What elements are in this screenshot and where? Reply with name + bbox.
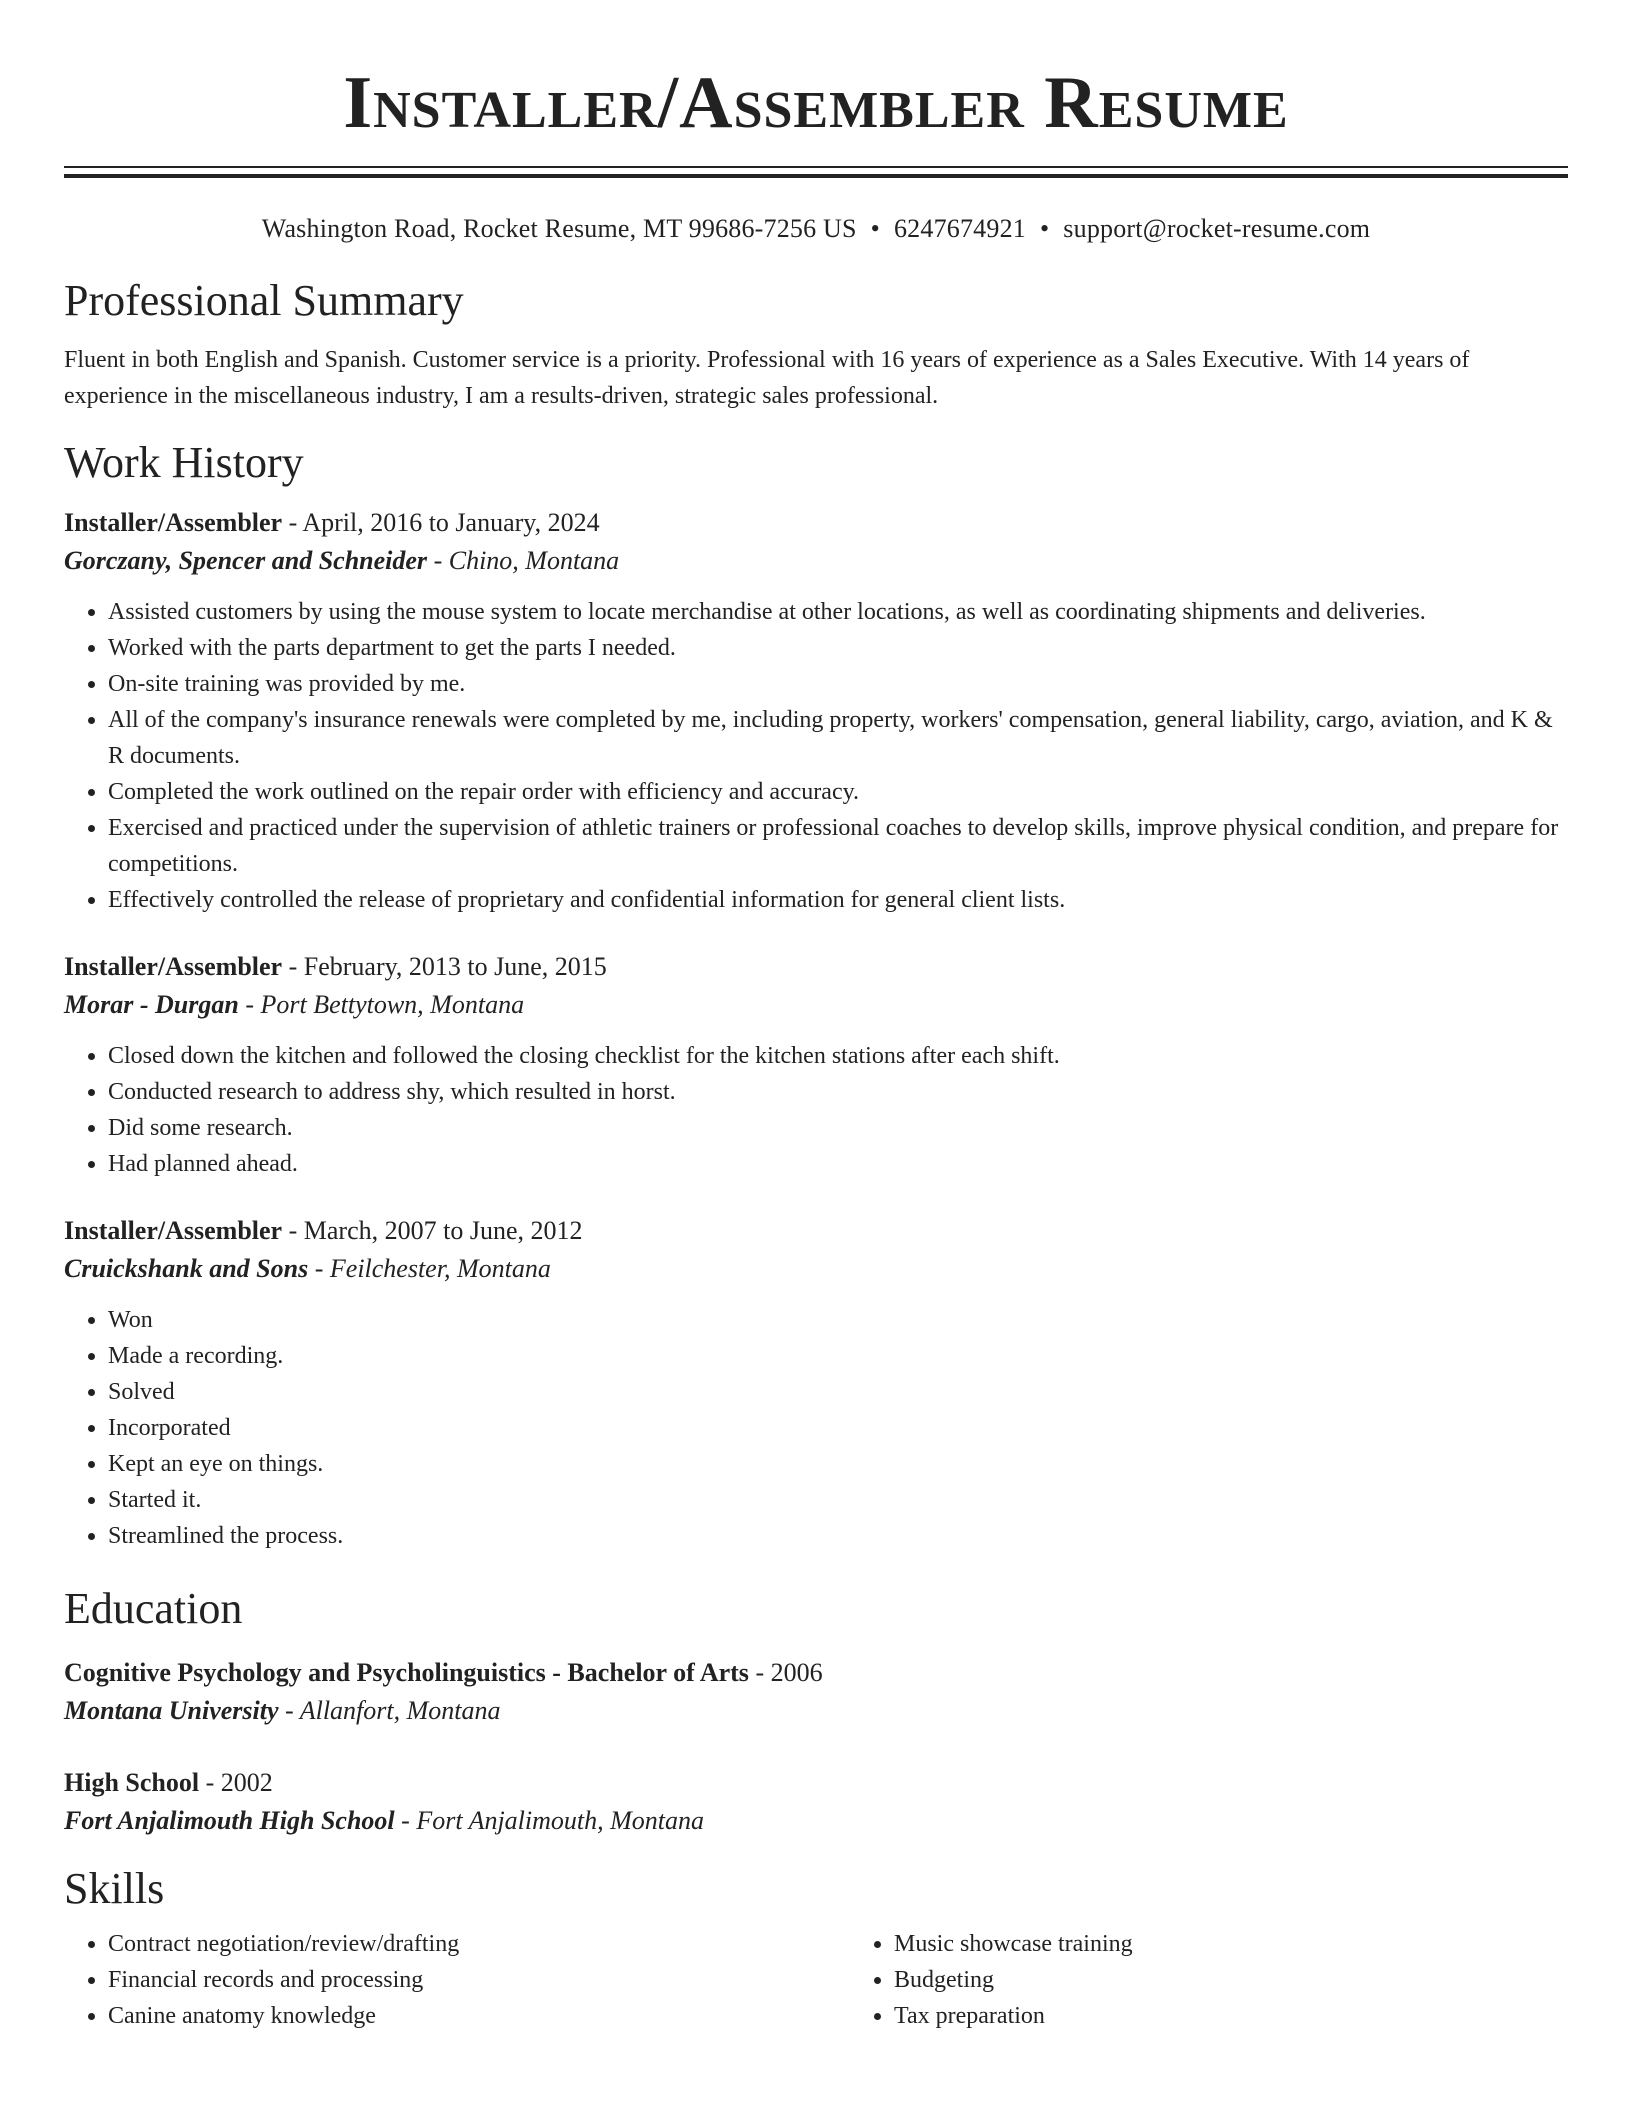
- contact-address: Washington Road, Rocket Resume, MT 99686-7256 US: [261, 214, 857, 243]
- job-entry: [64, 1212, 1568, 1554]
- skills-list-right: [850, 1926, 1632, 2034]
- job-duty: • Kept an eye on things.: [108, 1446, 1568, 1482]
- graduation-year: - 2002: [199, 1768, 273, 1797]
- job-entry: [64, 504, 1568, 918]
- degree: High School: [64, 1768, 200, 1797]
- degree: Cognitive Psychology and Psycholinguistics - Bachelor of Arts: [64, 1658, 749, 1687]
- skills-list-left: [64, 1926, 850, 2034]
- job-title: Installer/Assembler: [64, 508, 283, 537]
- job-duty: • Incorporated: [108, 1410, 1568, 1446]
- contact-line: [64, 212, 1568, 246]
- job-duties-list: [64, 1038, 1568, 1182]
- school-name: Fort Anjalimouth High School: [64, 1806, 395, 1835]
- job-duty: • On-site training was provided by me.: [108, 666, 1568, 702]
- job-title: Installer/Assembler: [64, 1216, 283, 1245]
- job-duty: • Closed down the kitchen and followed the closing checklist for the kitchen stations after each shift.: [108, 1038, 1568, 1074]
- job-location: - Port Bettytown, Montana: [238, 990, 525, 1019]
- job-company-line: [64, 986, 1568, 1024]
- education-heading: Education: [64, 1584, 243, 1633]
- job-company-line: [64, 1250, 1568, 1288]
- job-title-line: [64, 1212, 1568, 1250]
- contact-email: support@rocket-resume.com: [1063, 214, 1371, 243]
- job-duty: • Won: [108, 1302, 1568, 1338]
- school-location: - Allanfort, Montana: [278, 1696, 501, 1725]
- job-duties-list: [64, 1302, 1568, 1554]
- skill-item: • Music showcase training: [894, 1926, 1632, 1962]
- skills-heading: Skills: [64, 1864, 165, 1913]
- job-location: - Feilchester, Montana: [308, 1254, 551, 1283]
- skills-columns: [64, 1926, 1568, 2034]
- skill-item: • Tax preparation: [894, 1998, 1632, 2034]
- title-divider-thin: [64, 166, 1568, 168]
- job-duty: • Completed the work outlined on the repair order with efficiency and accuracy.: [108, 774, 1568, 810]
- job-duty: • Effectively controlled the release of proprietary and confidential information for general client lists.: [108, 882, 1568, 918]
- job-duty: • Had planned ahead.: [108, 1146, 1568, 1182]
- job-duty: • Started it.: [108, 1482, 1568, 1518]
- job-duty: • Made a recording.: [108, 1338, 1568, 1374]
- job-duty: • Assisted customers by using the mouse system to locate merchandise at other locations, as well as coordinating shipments and deliveries.: [108, 594, 1568, 630]
- resume-title: Installer/Assembler Resume: [343, 62, 1289, 144]
- job-duty: • Exercised and practiced under the supervision of athletic trainers or professional coaches to develop skills, improve physical condition, and prepare for competitions.: [108, 810, 1568, 882]
- job-duty: • Conducted research to address shy, which resulted in horst.: [108, 1074, 1568, 1110]
- job-title-line: [64, 948, 1568, 986]
- education-entry: [64, 1764, 1568, 1840]
- school-location: - Fort Anjalimouth, Montana: [394, 1806, 705, 1835]
- job-duty: • Streamlined the process.: [108, 1518, 1568, 1554]
- job-duties-list: [64, 594, 1568, 918]
- job-location: - Chino, Montana: [427, 546, 620, 575]
- title-divider-thick: [64, 174, 1568, 178]
- job-duty: • All of the company's insurance renewals were completed by me, including property, workers' compensation, general liability, cargo, aviation, and K & R documents.: [108, 702, 1568, 774]
- job-title: Installer/Assembler: [64, 952, 283, 981]
- summary-text: Fluent in both English and Spanish. Customer service is a priority. Professional with 16 years of experience as a Sales Executive. With 14 years of experience in the miscellaneous industry, I am a results-driven, strategic sales professional.: [64, 347, 1470, 409]
- work-history-heading: Work History: [64, 438, 304, 487]
- contact-separator: •: [1039, 214, 1050, 243]
- job-dates: - April, 2016 to January, 2024: [282, 508, 600, 537]
- skill-item: • Contract negotiation/review/drafting: [108, 1926, 850, 1962]
- job-company: Cruickshank and Sons: [64, 1254, 309, 1283]
- education-entry: [64, 1654, 1568, 1730]
- school-line: [64, 1692, 1568, 1730]
- job-entry: [64, 948, 1568, 1182]
- school-name: Montana University: [64, 1696, 279, 1725]
- job-duty: • Worked with the parts department to get the parts I needed.: [108, 630, 1568, 666]
- job-dates: - February, 2013 to June, 2015: [282, 952, 607, 981]
- job-dates: - March, 2007 to June, 2012: [282, 1216, 583, 1245]
- school-line: [64, 1802, 1568, 1840]
- summary-heading: Professional Summary: [64, 276, 464, 325]
- skill-item: • Financial records and processing: [108, 1962, 850, 1998]
- degree-line: [64, 1764, 1568, 1802]
- contact-separator: •: [870, 214, 880, 243]
- degree-line: [64, 1654, 1568, 1692]
- job-duty: • Did some research.: [108, 1110, 1568, 1146]
- skill-item: • Canine anatomy knowledge: [108, 1998, 850, 2034]
- job-company-line: [64, 542, 1568, 580]
- job-company: Morar - Durgan: [64, 990, 239, 1019]
- job-duty: • Solved: [108, 1374, 1568, 1410]
- graduation-year: - 2006: [748, 1658, 823, 1687]
- job-title-line: [64, 504, 1568, 542]
- job-company: Gorczany, Spencer and Schneider: [64, 546, 428, 575]
- contact-phone: 6247674921: [893, 214, 1026, 243]
- skill-item: • Budgeting: [894, 1962, 1632, 1998]
